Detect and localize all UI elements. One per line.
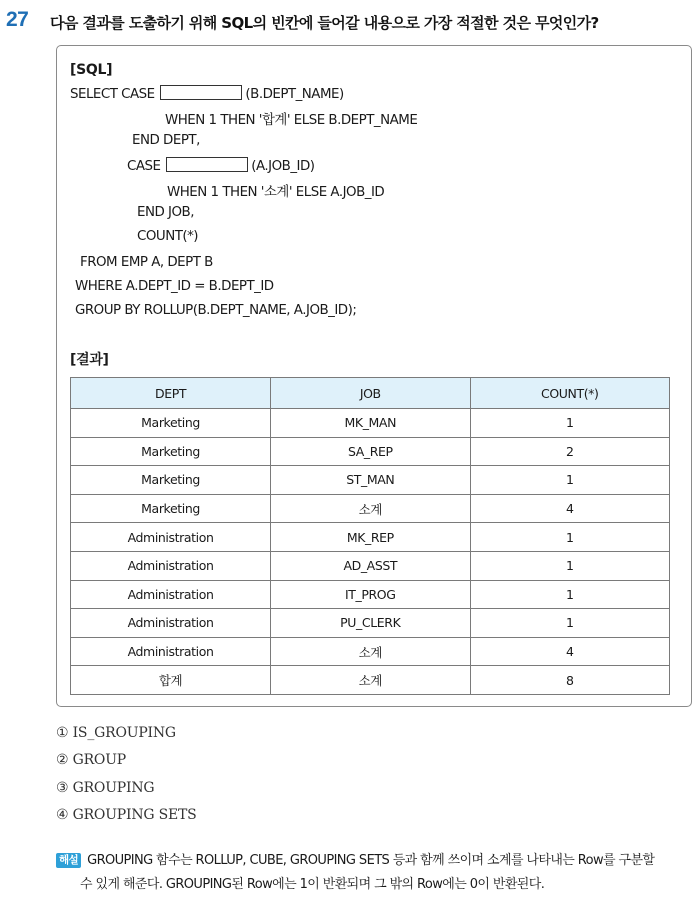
option-4[interactable]: ④ GROUPING SETS — [56, 807, 197, 823]
table-row — [71, 409, 670, 438]
sql-line-7: COUNT(*) — [137, 229, 199, 244]
header-count: COUNT(*) — [470, 378, 669, 409]
question-text: 다음 결과를 도출하기 위해 SQL의 빈칸에 들어갈 내용으로 가장 적절한 것은 무엇인가? — [50, 14, 599, 32]
explanation-badge: 해설 — [56, 853, 81, 868]
cell-dept: Marketing — [71, 409, 271, 438]
table-row — [71, 666, 670, 695]
cell-count: 1 — [470, 466, 669, 495]
cell-count: 1 — [470, 551, 669, 580]
explanation-line-1: GROUPING 함수는 ROLLUP, CUBE, GROUPING SETS 등과 함께 쓰이며 소계를 나타내는 Row를 구분할 — [87, 853, 655, 868]
cell-dept: Administration — [71, 580, 271, 609]
explanation — [56, 849, 696, 897]
header-dept: DEPT — [71, 378, 271, 409]
cell-job: 소계 — [271, 666, 470, 695]
cell-count: 2 — [470, 437, 669, 466]
cell-dept: Administration — [71, 523, 271, 552]
cell-job: IT_PROG — [271, 580, 470, 609]
option-2[interactable]: ② GROUP — [56, 752, 127, 768]
table-row — [71, 523, 670, 552]
sql-line-5: WHEN 1 THEN '소계' ELSE A.JOB_ID — [167, 185, 385, 200]
result-label: [결과] — [70, 352, 109, 368]
cell-job: ST_MAN — [271, 466, 470, 495]
cell-count: 4 — [470, 494, 669, 523]
sql-line-1-pre: SELECT CASE — [70, 87, 155, 102]
cell-dept: Administration — [71, 637, 271, 666]
cell-job: PU_CLERK — [271, 609, 470, 638]
cell-count: 8 — [470, 666, 669, 695]
cell-count: 1 — [470, 523, 669, 552]
result-table — [70, 377, 670, 695]
cell-dept: Marketing — [71, 494, 271, 523]
question-number: 27 — [6, 8, 29, 31]
cell-dept: Administration — [71, 551, 271, 580]
sql-line-1 — [70, 85, 344, 102]
sql-line-1-post: (B.DEPT_NAME) — [245, 87, 344, 102]
sql-line-2: WHEN 1 THEN '합계' ELSE B.DEPT_NAME — [165, 113, 418, 128]
option-1[interactable]: ① IS_GROUPING — [56, 725, 176, 741]
sql-line-3: END DEPT, — [132, 133, 200, 148]
table-row — [71, 637, 670, 666]
table-row — [71, 551, 670, 580]
cell-job: AD_ASST — [271, 551, 470, 580]
explanation-line-2: 수 있게 해준다. GROUPING된 Row에는 1이 반환되며 그 밖의 Row에는 0이 반환된다. — [80, 877, 545, 892]
cell-job: 소계 — [271, 494, 470, 523]
option-3[interactable]: ③ GROUPING — [56, 780, 155, 796]
cell-dept: Administration — [71, 609, 271, 638]
sql-line-8: FROM EMP A, DEPT B — [80, 255, 213, 270]
sql-line-4 — [127, 157, 315, 174]
cell-count: 4 — [470, 637, 669, 666]
cell-count: 1 — [470, 609, 669, 638]
cell-job: MK_REP — [271, 523, 470, 552]
cell-dept: Marketing — [71, 437, 271, 466]
answer-blank-1 — [160, 85, 242, 100]
header-job: JOB — [271, 378, 470, 409]
sql-label: [SQL] — [70, 62, 113, 78]
table-row — [71, 580, 670, 609]
cell-job: 소계 — [271, 637, 470, 666]
table-row — [71, 609, 670, 638]
cell-job: MK_MAN — [271, 409, 470, 438]
table-header-row — [71, 378, 670, 409]
table-row — [71, 437, 670, 466]
cell-job: SA_REP — [271, 437, 470, 466]
sql-line-4-post: (A.JOB_ID) — [251, 159, 315, 174]
cell-count: 1 — [470, 409, 669, 438]
table-row — [71, 494, 670, 523]
cell-count: 1 — [470, 580, 669, 609]
table-row — [71, 466, 670, 495]
answer-blank-2 — [166, 157, 248, 172]
cell-dept: 합계 — [71, 666, 271, 695]
sql-line-6: END JOB, — [137, 205, 194, 220]
cell-dept: Marketing — [71, 466, 271, 495]
sql-line-9: WHERE A.DEPT_ID = B.DEPT_ID — [75, 279, 274, 294]
sql-line-10: GROUP BY ROLLUP(B.DEPT_NAME, A.JOB_ID); — [75, 303, 357, 318]
sql-line-4-pre: CASE — [127, 159, 161, 174]
